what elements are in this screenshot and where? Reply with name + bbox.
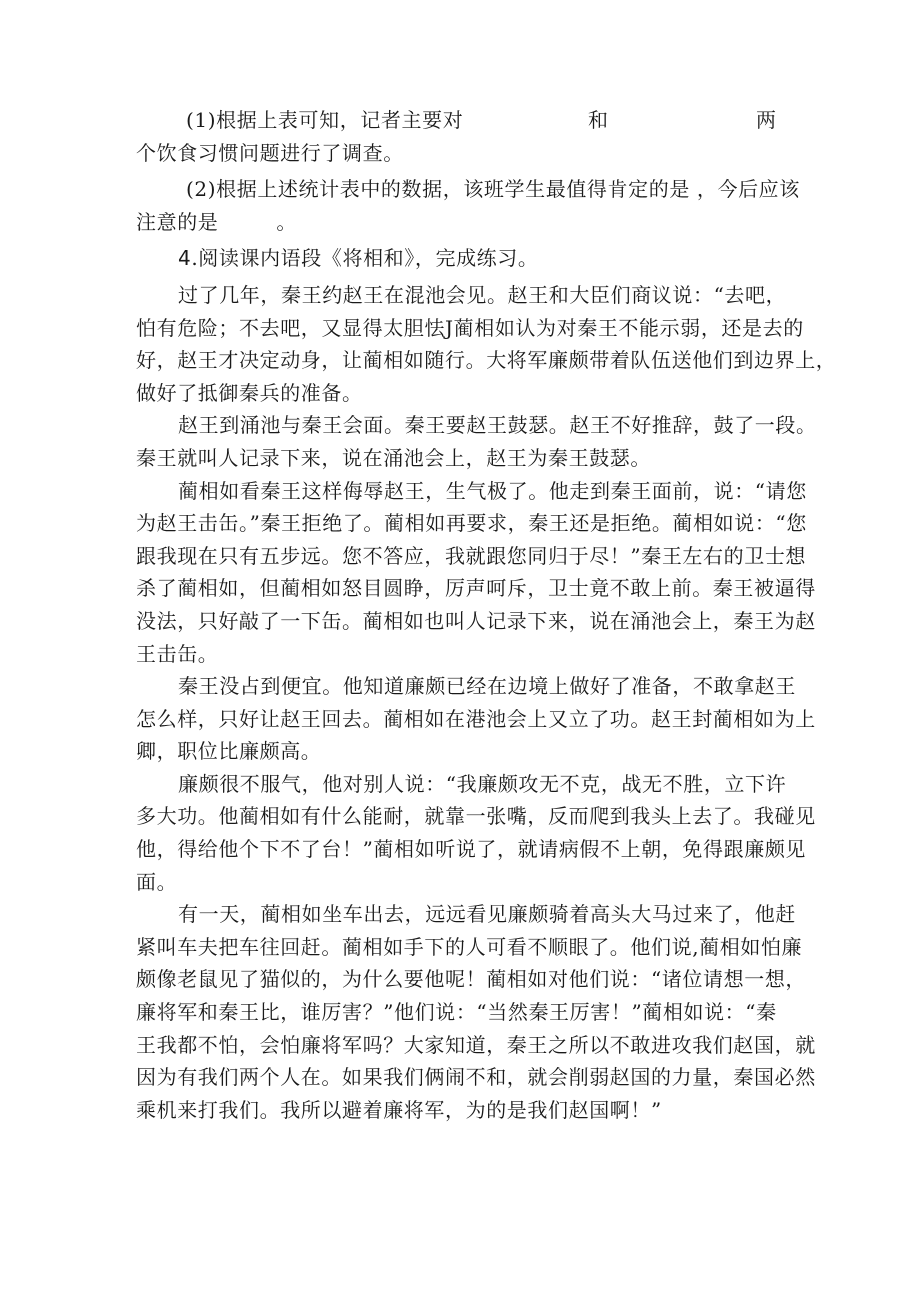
passage-line: 乘机来打我们。我所以避着廉将军，为的是我们赵国啊！” xyxy=(136,1097,662,1122)
question-2-line-1: (2)根据上述统计表中的数据，该班学生最值得肯定的是 ，今后应该 xyxy=(186,177,800,202)
passage-line: 卿，职位比廉颇高。 xyxy=(136,739,322,764)
passage-line: 跟我现在只有五步远。您不答应，我就跟您同归于尽！”秦王左右的卫士想 xyxy=(136,543,807,568)
question-1-part-1: (1)根据上表可知，记者主要对 xyxy=(186,108,464,132)
question-1-line-1 xyxy=(136,104,788,137)
passage-line: 王我都不怕，会怕廉将军吗？大家知道，秦王之所以不敢进攻我们赵国，就 xyxy=(136,1032,816,1057)
passage-line: 廉将军和秦王比，谁厉害？”他们说：“当然秦王厉害！”蔺相如说：“秦 xyxy=(136,1000,777,1025)
question-4-number: 4 xyxy=(178,246,192,271)
passage-line: 怎么样，只好让赵王回去。蔺相如在港池会上又立了功。赵王封蔺相如为上 xyxy=(136,706,816,731)
passage-line: 过了几年，秦王约赵王在混池会见。赵王和大臣们商议说：“去吧， xyxy=(178,282,787,307)
passage-line: 为赵王击缶。”秦王拒绝了。蔺相如再要求，秦王还是拒绝。蔺相如说：“您 xyxy=(136,511,807,536)
question-2-line-2-end: 。 xyxy=(276,209,298,234)
question-1-part-2: 和 xyxy=(588,108,609,132)
passage-line: 秦王就叫人记录下来，说在涌池会上，赵王为秦王鼓瑟。 xyxy=(136,445,651,470)
passage-line: 颇像老鼠见了猫似的，为什么要他呢！蔺相如对他们说：“诸位请想一想， xyxy=(136,967,807,992)
question-2-line-2 xyxy=(136,206,788,239)
passage-line: 他，得给他个下不了台！”蔺相如听说了，就请病假不上朝，免得跟廉颇见 xyxy=(136,837,807,862)
passage-paragraph xyxy=(136,898,816,1126)
question-1-line-2: 个饮食习惯问题进行了调查。 xyxy=(136,140,404,165)
passage-line: 做好了抵御秦兵的准备。 xyxy=(136,380,363,405)
passage-paragraph xyxy=(136,670,816,768)
passage-line: 秦王没占到便宜。他知道廉颇已经在边境上做好了准备，不敢拿赵王 xyxy=(178,674,796,699)
passage-line: 蔺相如看秦王这样侮辱赵王，生气极了。他走到秦王面前，说：“请您 xyxy=(178,478,807,503)
passage-line: 杀了蔺相如，但蔺相如怒目圆睁，厉声呵斥，卫士竟不敢上前。秦王被逼得 xyxy=(136,576,816,601)
passage-paragraph xyxy=(136,279,837,409)
passage-line: 赵王到涌池与秦王会面。秦王要赵王鼓瑟。赵王不好推辞，鼓了一段。 xyxy=(178,413,817,438)
passage-line: 紧叫车夫把车往回赶。蔺相如手下的人可看不顺眼了。他们说,蔺相如怕廉 xyxy=(136,934,803,959)
passage-line: 廉颇很不服气，他对别人说：“我廉颇攻无不克，战无不胜，立下许 xyxy=(178,771,787,796)
question-4-text: .阅读课内语段《将相和》，完成练习。 xyxy=(191,246,539,271)
question-4-heading xyxy=(136,242,788,275)
passage-line: 因为有我们两个人在。如果我们俩闹不和，就会削弱赵国的力量，秦国必然 xyxy=(136,1065,816,1090)
passage-line: 好，赵王才决定动身，让蔺相如随行。大将军廉颇带着队伍送他们到边界上， xyxy=(136,348,837,373)
passage-line: 多大功。他蔺相如有什么能耐，就靠一张嘴，反而爬到我头上去了。我碰见 xyxy=(136,804,816,829)
passage-line: 面。 xyxy=(136,869,178,894)
document-content xyxy=(136,104,837,1126)
question-1-part-3: 两 xyxy=(756,108,777,132)
passage-paragraph xyxy=(136,409,817,474)
passage-line: 没法，只好敲了一下缶。蔺相如也叫人记录下来，说在涌池会上，秦王为赵 xyxy=(136,608,816,633)
passage xyxy=(136,279,837,1126)
passage-line: 有一天，蔺相如坐车出去，远远看见廉颇骑着高头大马过来了，他赶 xyxy=(178,902,796,927)
passage-line: 怕有危险；不去吧，又显得太胆怯J蔺相如认为对秦王不能示弱，还是去的 xyxy=(136,315,804,340)
question-2-line-2-start: 注意的是 xyxy=(136,209,219,234)
passage-paragraph xyxy=(136,475,816,671)
passage-paragraph xyxy=(136,768,816,898)
passage-line: 王击缶。 xyxy=(136,641,219,666)
